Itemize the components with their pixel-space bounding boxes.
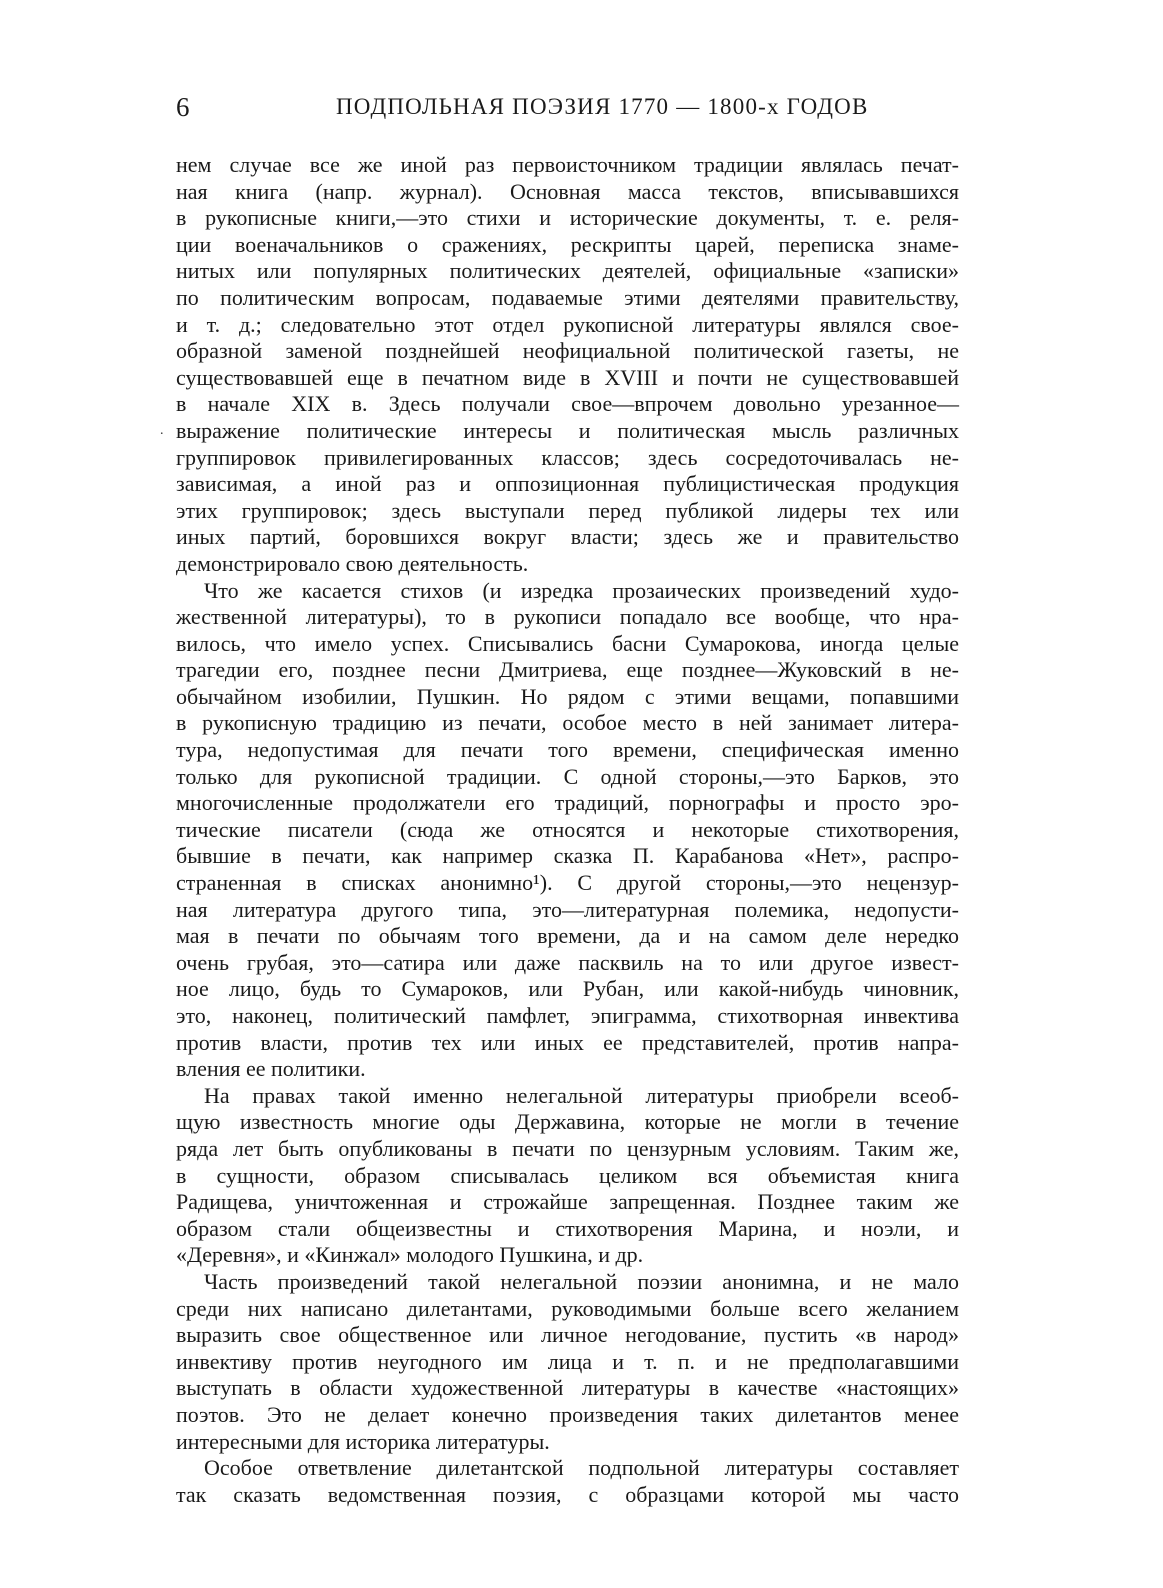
- body-text: [176, 152, 959, 1508]
- text-line: ции военачальников о сражениях, рескрипты царей, переписка знаме-: [176, 231, 959, 257]
- text-line: выразить свое общественное или личное негодование, пустить «в народ»: [176, 1322, 959, 1348]
- paragraph: [176, 152, 959, 578]
- text-line: вилось, что имело успех. Списывались басни Сумарокова, иногда целые: [176, 630, 959, 656]
- text-line: в рукописную традицию из печати, особое место в ней занимает литера-: [176, 710, 959, 736]
- running-head: ПОДПОЛЬНАЯ ПОЭЗИЯ 1770 — 1800-х ГОДОВ: [336, 94, 869, 119]
- text-line: страненная в списках анонимно¹). С другой стороны,—это нецензур-: [176, 870, 959, 896]
- text-line: На правах такой именно нелегальной литературы приобрели всеоб-: [204, 1082, 959, 1108]
- text-line: это, наконец, политический памфлет, эпиграмма, стихотворная инвектива: [176, 1003, 959, 1028]
- text-line: зависимая, а иной раз и оппозиционная публицистическая продукция: [176, 471, 959, 497]
- text-line: Часть произведений такой нелегальной поэзии анонимна, и не мало: [204, 1268, 959, 1294]
- text-line: ряда лет быть опубликованы в печати по цензурным условиям. Таким же,: [176, 1135, 959, 1161]
- text-line: так сказать ведомственная поэзия, с образцами которой мы часто: [176, 1481, 959, 1507]
- page-header: [176, 92, 959, 126]
- text-line: Что же касается стихов (и изредка прозаических произведений худо-: [204, 577, 959, 603]
- text-line: мая в печати по обычаям того времени, да и на самом деле нередко: [176, 923, 959, 949]
- text-line: бывшие в печати, как например сказка П. Карабанова «Нет», распро-: [176, 843, 959, 869]
- text-line: ное лицо, будь то Сумароков, или Рубан, или какой-нибудь чиновник,: [176, 976, 959, 1002]
- text-line: по политическим вопросам, подаваемые этими деятелями правительству,: [176, 284, 959, 310]
- text-line: образом стали общеизвестны и стихотворения Марина, и ноэли, и: [176, 1215, 959, 1241]
- text-line: инвективу против неугодного им лица и т. п. и не предполагавшими: [176, 1348, 959, 1374]
- text-line: демонстрировало свою деятельность.: [176, 550, 529, 576]
- text-line: образной заменой позднейшей неофициальной политической газеты, не: [176, 338, 959, 364]
- text-line: обычайном изобилии, Пушкин. Но рядом с этими вещами, попавшими: [176, 683, 959, 709]
- text-line: иных партий, боровшихся вокруг власти; здесь же и правительство: [176, 524, 959, 550]
- text-line: трагедии его, позднее песни Дмитриева, еще позднее—Жуковский в не-: [176, 657, 959, 683]
- text-line: тические писатели (сюда же относятся и некоторые стихотворения,: [176, 816, 959, 842]
- text-line: выражение политические интересы и политическая мысль различных: [176, 417, 959, 443]
- text-line: многочисленные продолжатели его традиций, порнографы и просто эро-: [176, 790, 959, 816]
- text-line: ная литература другого типа, это—литературная полемика, недопусти-: [176, 896, 959, 922]
- paragraph: [176, 1455, 959, 1508]
- text-line: в рукописные книги,—это стихи и исторические документы, т. е. реля-: [176, 205, 959, 231]
- page-number: 6: [176, 92, 190, 122]
- text-line: среди них написано дилетантами, руководимыми больше всего желанием: [176, 1295, 959, 1321]
- text-line: интересными для историка литературы.: [176, 1428, 550, 1454]
- text-line: и т. д.; следовательно этот отдел рукописной литературы являлся свое-: [176, 311, 959, 337]
- paragraph: [176, 1269, 959, 1455]
- text-line: выступать в области художественной литературы в качестве «настоящих»: [176, 1375, 959, 1401]
- text-line: тура, недопустимая для печати того времени, специфическая именно: [176, 737, 959, 763]
- text-line: в начале XIX в. Здесь получали свое—впрочем довольно урезанное—: [176, 391, 959, 417]
- paragraph: [176, 1083, 959, 1269]
- text-line: против власти, против тех или иных ее представителей, против напра-: [176, 1029, 959, 1055]
- text-line: группировок привилегированных классов; здесь сосредоточивалась не-: [176, 444, 959, 470]
- text-line: ная книга (напр. журнал). Основная масса текстов, вписывавшихся: [176, 178, 959, 204]
- text-line: в сущности, образом списывалась целиком вся объемистая книга: [176, 1162, 959, 1188]
- text-line: только для рукописной традиции. С одной стороны,—это Барков, это: [176, 763, 959, 789]
- text-line: этих группировок; здесь выступали перед публикой лидеры тех или: [176, 497, 959, 523]
- text-line: вления ее политики.: [176, 1056, 366, 1082]
- text-line: очень грубая, это—сатира или даже пасквиль на то или другое извест-: [176, 949, 959, 975]
- text-line: нем случае все же иной раз первоисточником традиции являлась печат-: [176, 152, 959, 177]
- text-line: нитых или популярных политических деятелей, официальные «записки»: [176, 258, 959, 284]
- text-line: поэтов. Это не делает конечно произведения таких дилетантов менее: [176, 1401, 959, 1427]
- text-line: Радищева, уничтоженная и строжайше запрещенная. Позднее таким же: [176, 1189, 959, 1215]
- margin-mark: .: [160, 423, 164, 438]
- text-line: Особое ответвление дилетантской подпольной литературы составляет: [204, 1455, 959, 1481]
- text-line: «Деревня», и «Кинжал» молодого Пушкина, и др.: [176, 1242, 644, 1268]
- text-line: существовавшей еще в печатном виде в XVIII и почти не существовавшей: [176, 364, 959, 390]
- text-line: жественной литературы), то в рукописи попадало все вообще, что нра-: [176, 604, 959, 630]
- text-line: щую известность многие оды Державина, которые не могли в течение: [176, 1109, 959, 1135]
- paragraph: [176, 578, 959, 1083]
